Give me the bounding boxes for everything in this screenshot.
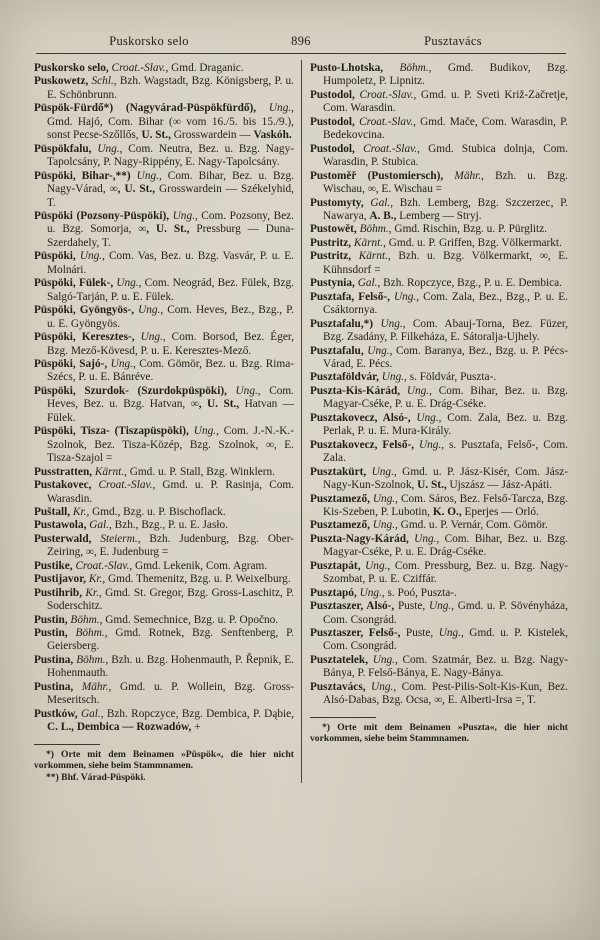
entry-headword: Pustodol, — [310, 88, 360, 101]
entry-text: , Com. Bihar, Bez. u. Bzg. Nagy-Várad, — [47, 169, 295, 196]
entry-text: , Com. Heves, Bez. u. Bzg. Hatvan, — [47, 384, 294, 411]
crownland-abbrev: Gal. — [357, 277, 378, 290]
entry-text: , Gmd. u. P. Griffen, Bzg. Völkermarkt. — [383, 236, 562, 249]
entry-headword: Pustihrib, — [34, 586, 86, 599]
entry-text: , Gmd. u. P. Kistelek, Com. Csongrád. — [323, 627, 568, 653]
entry-headword: ∞ — [265, 438, 274, 451]
gazetteer-entry — [34, 681, 294, 708]
footnote: *) Orte mit dem Beinamen »Puszta«, die hier nicht vorkommen, siehe beim Stammnamen. — [310, 721, 568, 745]
gazetteer-entry — [34, 210, 294, 250]
gazetteer-entry — [310, 439, 568, 466]
crownland-abbrev: Ung. — [79, 250, 103, 263]
gazetteer-entry — [34, 425, 294, 465]
gazetteer-entry — [34, 519, 294, 532]
entry-headword: Pusztaszer, Alsó-, — [310, 600, 398, 613]
entry-headword: Puskorsko selo, — [34, 62, 112, 74]
entry-text: , Com. J.-N.-K.-Szolnok, Bez. Tisza-Közép, Bzg. Szolnok, — [47, 425, 294, 451]
running-title-right: Pusztavács — [424, 34, 482, 48]
gazetteer-entry — [34, 587, 294, 614]
entry-text: , Com. Szatmár, Bez. u. Bzg. Nagy-Bánya, P. Felső-Bánya, E. Nagy-Bánya. — [323, 653, 569, 680]
entry-text: , Gmd. u. P. Wollein, Bzg. Gross-Meseritsch. — [47, 680, 294, 707]
entry-text: , Gmd. u. P. Jász-Kisér, Com. Jász-Nagy-Kun-Szolnok, — [323, 465, 568, 492]
gazetteer-entry — [310, 587, 568, 600]
entry-headword: Pustritz, — [310, 250, 359, 263]
entry-text: , E. Judenburg = — [93, 546, 169, 559]
entry-headword: Pusstratten, — [34, 465, 95, 478]
entry-headword: ∞ — [434, 694, 443, 707]
entry-text: , Com. Zala, Bez. u. Bzg. Perlak, P. u. E. Mura-Király. — [323, 411, 569, 438]
entry-text: Pressburg — Duna-Szerdahely, T. — [47, 223, 295, 249]
gazetteer-entry — [34, 170, 294, 210]
entry-headword: Püspöki, — [34, 250, 80, 263]
entry-headword: U. St., — [417, 479, 447, 492]
entry-text: Puste, — [397, 600, 429, 613]
entry-text: , s. Pusztafa, Felső-, Com. Zala. — [323, 438, 568, 465]
entry-text: , Gmd. u. P. Rasinja, Com. Warasdin. — [47, 479, 294, 505]
right-entries — [310, 62, 568, 708]
entry-headword: Pusztapát, — [310, 559, 366, 572]
entry-text: Lemberg — Stryj. — [396, 209, 482, 222]
entry-headword: Pusztafalu, — [310, 344, 368, 357]
crownland-abbrev: Ung. — [172, 209, 195, 222]
entry-text: , Gmd. Hajó, Com. Bihar ( — [47, 102, 294, 128]
entry-headword: Puskowetz, — [34, 75, 92, 88]
right-column — [301, 60, 568, 783]
gazetteer-entry — [34, 277, 294, 304]
crownland-abbrev: Böhm. — [359, 223, 389, 236]
entry-headword: Püspök-Fürdő*) (Nagyvárad-Püspökfürdő), — [34, 102, 269, 115]
entry-headword: Püspöki, Tisza- (Tiszapüspöki), — [34, 425, 194, 438]
entry-text: , Com. Gömör, Bez. u. Bzg. Rima-Szécs, P. u. E. Bánréve. — [47, 357, 294, 384]
entry-headword: Püspöki, Keresztes-, — [34, 331, 141, 344]
entry-text: , Gmd. Stubica dolnja, Com. Warasdin, P. Stubica. — [323, 142, 568, 169]
entry-text: , Gmd. Semechnice, Bzg. u. P. Opočno. — [99, 613, 279, 626]
crownland-abbrev: Ung. — [371, 465, 394, 478]
entry-text: , Bzh. Judenburg, Bzg. Ober-Zeiring, — [47, 532, 295, 559]
crownland-abbrev: Ung. — [372, 492, 396, 505]
footnote: **) Bhf. Várad-Püspöki. — [46, 771, 146, 783]
crownland-abbrev: Gal. — [80, 707, 101, 720]
crownland-abbrev: Ung. — [138, 304, 161, 317]
entry-headword: Pustin, — [34, 613, 71, 626]
page-number: 896 — [291, 34, 311, 48]
crownland-abbrev: Ung. — [393, 290, 417, 303]
gazetteer-entry — [34, 466, 294, 479]
entry-headword: Püspöki, Sajó-, — [34, 357, 111, 370]
left-entries — [34, 62, 294, 735]
gazetteer-entry — [34, 304, 294, 331]
entry-text: , E. Tisza-Szajol = — [47, 438, 294, 465]
entry-headword: Pusztakürt, — [310, 465, 372, 478]
gazetteer-entry — [310, 493, 568, 520]
crownland-abbrev: Ung. — [136, 169, 159, 182]
gazetteer-entry — [310, 533, 568, 560]
entry-text: , Bzh. Ropczyce, Bzg. Dembica, P. Dąbie, — [100, 707, 294, 720]
entry-text: , Bzh. u. Bzg. Wischau, — [323, 169, 568, 196]
crownland-abbrev: Croat.-Slav. — [359, 115, 414, 128]
right-footnote-block — [310, 717, 568, 745]
gazetteer-entry — [310, 143, 568, 170]
entry-headword: Pustynia, — [310, 277, 358, 290]
entry-text: , Com. Borsod, Bez. Éger, Bzg. Mező-Kövesd, P. u. E. Keresztes-Mező. — [47, 331, 295, 357]
gazetteer-entry — [34, 331, 294, 358]
entry-headword: Pusztatelek, — [310, 653, 373, 666]
gazetteer-entry — [34, 560, 294, 573]
crownland-abbrev: Ung. — [416, 411, 439, 424]
entry-text: vom 16./5. bis 15./9.), sonst Pecse-Szőllős, — [47, 115, 294, 142]
crownland-abbrev: Ung. — [97, 142, 120, 155]
entry-headword: Püspöki, Gyöngyös-, — [34, 304, 139, 317]
crownland-abbrev: Ung. — [140, 331, 163, 344]
entry-text: , Com. Bihar, Bez. u. Bzg. Magyar-Cséke, P. u. E. Drág-Cséke. — [323, 532, 568, 559]
crownland-abbrev: Ung. — [372, 519, 396, 532]
crownland-abbrev: Gal. — [370, 196, 391, 209]
gazetteer-entry — [310, 277, 568, 290]
gazetteer-entry — [310, 170, 568, 197]
gazetteer-entry — [310, 654, 568, 681]
entry-text: Grosswardein — — [170, 129, 254, 142]
entry-headword: Pusztakovecz, Alsó-, — [310, 411, 417, 424]
crownland-abbrev: Kr. — [88, 573, 103, 586]
entry-text: , Gmd. St. Gregor, Bzg. Gross-Laschitz, P. Soderschitz. — [47, 586, 294, 613]
entry-text: Puste, — [405, 627, 439, 640]
crownland-abbrev: Ung. — [110, 357, 133, 370]
crownland-abbrev: Ung. — [371, 680, 394, 693]
entry-text: , Gmd. Rotnek, Bzg. Senftenberg, P. Geiersberg. — [47, 627, 294, 653]
entry-headword: Puszta-Kis-Kárád, — [310, 384, 407, 397]
crownland-abbrev: Croat.-Slav. — [98, 479, 153, 492]
entry-headword: Pustike, — [34, 559, 76, 572]
crownland-abbrev: Ung. — [419, 438, 442, 451]
crownland-abbrev: Ung. — [438, 627, 461, 640]
gazetteer-entry — [310, 250, 568, 277]
entry-text: , s. Poó, Puszta-. — [381, 586, 457, 599]
entry-headword: Pustków, — [34, 707, 81, 720]
crownland-abbrev: Ung. — [365, 559, 388, 572]
gazetteer-entry — [310, 600, 568, 627]
entry-text: Grosswardein — Székelyhid, T. — [47, 183, 294, 209]
entry-headword: Püspöki, Szurdok- (Szurdokpüspöki), — [34, 384, 236, 397]
footnote-rule — [310, 717, 376, 718]
gazetteer-entry — [34, 533, 294, 560]
gazetteer-entry — [310, 627, 568, 654]
entry-headword: Pustoměř (Pustomiersch), — [310, 169, 455, 182]
crownland-abbrev: Steierm. — [100, 532, 138, 545]
crownland-abbrev: Croat.-Slav. — [111, 62, 166, 74]
gazetteer-entry — [34, 627, 294, 654]
entry-headword: Pusztafalu,*) — [310, 317, 381, 330]
entry-headword: Pusto-Lhotska, — [310, 62, 400, 74]
entry-headword: A. B., — [369, 209, 397, 222]
entry-headword: Pusztafa, Felső-, — [310, 290, 394, 303]
entry-text: , Gmd. Budikov, Bzg. Humpoletz, P. Lipnitz. — [323, 62, 568, 88]
entry-headword: Pustakovec, — [34, 479, 99, 492]
entry-text: , s. Földvár, Puszta-. — [404, 371, 497, 384]
entry-headword: Pustawola, — [34, 519, 90, 532]
crownland-abbrev: Kärnt. — [94, 465, 125, 478]
entry-headword: Pusztakovecz, Felső-, — [310, 438, 419, 451]
crownland-abbrev: Ung. — [414, 532, 437, 545]
entry-text: , Com. Pressburg, Bez. u. Bzg. Nagy-Szombat, P. u. E. Cziffár. — [323, 559, 568, 586]
entry-headword: Pusztamező, — [310, 492, 373, 505]
gazetteer-entry — [310, 519, 568, 532]
entry-text: , Gmd. u. P. Vernár, Com. Gömör. — [395, 519, 548, 532]
entry-headword: ∞, U. St., — [138, 223, 190, 236]
entry-text: , Com. Vas, Bez. u. Bzg. Vasvár, P. u. E. Molnári. — [47, 250, 294, 276]
entry-text: , Com. Abauj-Torna, Bez. Füzer, Bzg. Zsadány, P. Filkeháza, E. Sátoralja-Ujhely. — [323, 317, 568, 344]
gazetteer-entry — [310, 116, 568, 143]
crownland-abbrev: Schl. — [91, 75, 114, 88]
crownland-abbrev: Ung. — [268, 102, 292, 115]
entry-headword: ∞ — [539, 250, 548, 263]
entry-headword: Pustina, — [34, 653, 77, 666]
gazetteer-entry — [34, 573, 294, 586]
gazetteer-entry — [310, 412, 568, 439]
entry-text: , Gmd., Bzg. u. P. Bischoflack. — [86, 505, 226, 518]
crownland-abbrev: Böhm. — [399, 62, 429, 74]
entry-text: , Bzh. u. Bzg. Völkermarkt, — [387, 250, 540, 263]
gazetteer-entry — [34, 250, 294, 277]
gazetteer-entry — [310, 466, 568, 493]
entry-headword: Pustritz, — [310, 236, 354, 249]
entry-text: Hatvan — Fülek. — [47, 398, 295, 424]
entry-text: , Com. Baranya, Bez., Bzg. u. P. Pécs-Várad, E. Pécs. — [323, 344, 568, 370]
entry-headword: Püspökfalu, — [34, 142, 98, 155]
crownland-abbrev: Ung. — [235, 384, 258, 397]
crownland-abbrev: Ung. — [367, 344, 390, 357]
entry-text: , Gmd. Lekenik, Com. Agram. — [129, 559, 268, 572]
entry-headword: U. St., — [141, 129, 171, 142]
gazetteer-entry — [310, 197, 568, 224]
entry-text: Ujszász — Jász-Apáti. — [446, 479, 553, 492]
entry-text: , Com. Pest-Pilis-Solt-Kis-Kun, Bez. Alsó-Dabas, Bzg. Ocsa, — [323, 680, 568, 707]
crownland-abbrev: Kärnt. — [358, 250, 388, 263]
crownland-abbrev: Kärnt. — [353, 236, 384, 249]
entry-headword: Püspöki (Pozsony-Püspöki), — [34, 209, 173, 222]
crownland-abbrev: Böhm. — [75, 627, 105, 640]
crownland-abbrev: Ung. — [116, 277, 139, 290]
entry-text: , Gmd. Rischin, Bzg. u. P. Pürglitz. — [388, 223, 548, 236]
entry-headword: Pustijavor, — [34, 573, 89, 586]
gazetteer-entry — [34, 654, 294, 681]
header-rule — [36, 53, 566, 54]
entry-text: , Com. Pozsony, Bez. u. Bzg. Somorja, — [47, 209, 294, 236]
running-header — [34, 34, 568, 53]
left-column — [34, 60, 301, 783]
entry-text: , Com. Neográd, Bez. Fülek, Bzg. Salgó-Tarján, P. u. E. Fülek. — [47, 277, 294, 303]
left-footnote-block — [34, 744, 294, 784]
entry-headword: Puszta-Nagy-Kárád, — [310, 532, 415, 545]
gazetteer-entry — [310, 681, 568, 708]
entry-text: , E. Kühnsdorf = — [323, 250, 569, 276]
entry-headword: C. L., Dembica — Rozwadów, — [47, 721, 192, 734]
entry-text: , Gmd. Mače, Com. Warasdin, P. Bedekovcina. — [323, 115, 568, 142]
crownland-abbrev: Böhm. — [76, 653, 106, 666]
gazetteer-entry — [310, 560, 568, 587]
gazetteer-entry — [310, 318, 568, 345]
footnote: *) Orte mit dem Beinamen »Püspök«, die hier nicht vorkommen, siehe beim Stammnamen. — [34, 748, 294, 772]
entry-text: , Com. Sáros, Bez. Felső-Tarcza, Bzg. Kis-Szeben, P. Lubotin, — [323, 492, 568, 518]
gazetteer-entry — [34, 62, 294, 75]
crownland-abbrev: Croat.-Slav. — [75, 559, 130, 572]
gazetteer-entry — [310, 62, 568, 89]
crownland-abbrev: Mähr. — [81, 680, 109, 693]
entry-text: , Bzh. Lemberg, Bzg. Szczerzec, P. Nawarya, — [323, 196, 568, 222]
crownland-abbrev: Ung. — [428, 600, 452, 613]
entry-text: + — [191, 721, 201, 734]
gazetteer-entry — [34, 385, 294, 425]
gazetteer-entry — [34, 102, 294, 142]
gazetteer-entry — [310, 385, 568, 412]
entry-headword: Pustodol, — [310, 115, 360, 128]
running-title-left: Puskorsko selo — [109, 34, 189, 48]
gazetteer-entry — [310, 237, 568, 250]
entry-text: , Gmd. Themenitz, Bzg. u. P. Weixelburg. — [102, 573, 291, 586]
entry-text: , Com. Bihar, Bez. u. Bzg. Magyar-Cséke, P. u. E. Drág-Cséke. — [323, 384, 568, 411]
crownland-abbrev: Ung. — [193, 425, 217, 438]
entry-text: , Com. Neutra, Bez. u. Bzg. Nagy-Tapolcsány, P. Nagy-Rippény, E. Nagy-Tapolcsány. — [47, 142, 294, 169]
entry-headword: Puštall, — [34, 505, 73, 518]
crownland-abbrev: Gal. — [89, 519, 110, 532]
entry-text: , Bzh. u. Bzg. Hohenmauth, P. Řepnik, E. Hohenmauth. — [47, 653, 295, 680]
crownland-abbrev: Ung. — [359, 586, 382, 599]
entry-text: , Com. Heves, Bez., Bzg., P. u. E. Gyöngyös. — [47, 304, 294, 330]
gazetteer-entry — [34, 358, 294, 385]
entry-text: , Gmd. Draganic. — [165, 62, 244, 74]
gazetteer-entry — [34, 75, 294, 102]
gazetteer-entry — [34, 614, 294, 627]
gazetteer-entry — [310, 291, 568, 318]
entry-text: , E. Alberti-Irsa =, T. — [442, 694, 536, 707]
gazetteer-entry — [310, 223, 568, 236]
entry-text: , Bzh., Bzg., P. u. E. Jasło. — [109, 519, 228, 532]
gazetteer-entry — [34, 479, 294, 506]
entry-headword: Püspöki, Bihar-,**) — [34, 169, 137, 182]
entry-text: , Gmd. u. P. Sveti Križ-Začretje, Com. Warasdin. — [323, 88, 568, 115]
entry-text: , Bzh. Wagstadt, Bzg. Königsberg, P. u. E. Schönbrunn. — [47, 75, 295, 101]
entry-text: , Com. Zala, Bez., Bzg., P. u. E. Csáktornya. — [323, 290, 569, 317]
crownland-abbrev: Ung. — [406, 384, 430, 397]
gazetteer-entry — [310, 89, 568, 116]
entry-headword: Pusztapó, — [310, 586, 360, 599]
crownland-abbrev: Kr. — [72, 505, 87, 518]
entry-text: , E. Wischau = — [375, 183, 443, 196]
crownland-abbrev: Mähr. — [454, 169, 482, 182]
gazetteer-entry — [34, 708, 294, 735]
crownland-abbrev: Croat.-Slav. — [363, 142, 418, 155]
entry-headword: Pusterwald, — [34, 532, 101, 545]
entry-headword: ∞, U. St., — [109, 183, 156, 196]
entry-headword: Pustina, — [34, 680, 82, 693]
entry-text: , Gmd. u. P. Sövényháza, Com. Csongrád. — [323, 600, 568, 626]
entry-headword: Pustomyty, — [310, 196, 371, 209]
entry-headword: Pusztavács, — [310, 680, 372, 693]
entry-headword: Pusztaföldvár, — [310, 371, 382, 384]
entry-headword: Püspöki, Fülek-, — [34, 277, 117, 290]
crownland-abbrev: Croat.-Slav. — [359, 88, 414, 101]
two-column-body — [34, 60, 568, 783]
crownland-abbrev: Ung. — [380, 317, 403, 330]
entry-text: , Gmd. u. P. Stall, Bzg. Winklern. — [124, 465, 275, 478]
crownland-abbrev: Ung. — [372, 653, 395, 666]
entry-headword: ∞ — [367, 183, 376, 196]
crownland-abbrev: Böhm. — [70, 613, 100, 626]
entry-headword: K. O., — [432, 505, 462, 518]
entry-text: Eperjes — Orló. — [461, 505, 539, 518]
gazetteer-entry — [310, 371, 568, 384]
crownland-abbrev: Ung. — [381, 371, 405, 384]
entry-headword: ∞ — [172, 115, 181, 128]
entry-headword: Pustowět, — [310, 223, 360, 236]
entry-headword: Vaskóh. — [253, 129, 292, 142]
entry-text: , Bzh. Ropczyce, Bzg., P. u. E. Dembica. — [377, 277, 562, 290]
entry-headword: Pusztamező, — [310, 519, 373, 532]
gazetteer-entry — [34, 143, 294, 170]
entry-headword: ∞, U. St., — [190, 398, 240, 411]
gazetteer-entry — [34, 506, 294, 519]
entry-headword: Pusztaszer, Felső-, — [310, 627, 406, 640]
entry-headword: ∞ — [85, 546, 94, 559]
footnote-rule — [34, 744, 100, 745]
entry-headword: Pustin, — [34, 627, 76, 640]
gazetteer-entry — [310, 345, 568, 372]
entry-headword: Pustodol, — [310, 142, 364, 155]
crownland-abbrev: Kr. — [85, 586, 99, 599]
